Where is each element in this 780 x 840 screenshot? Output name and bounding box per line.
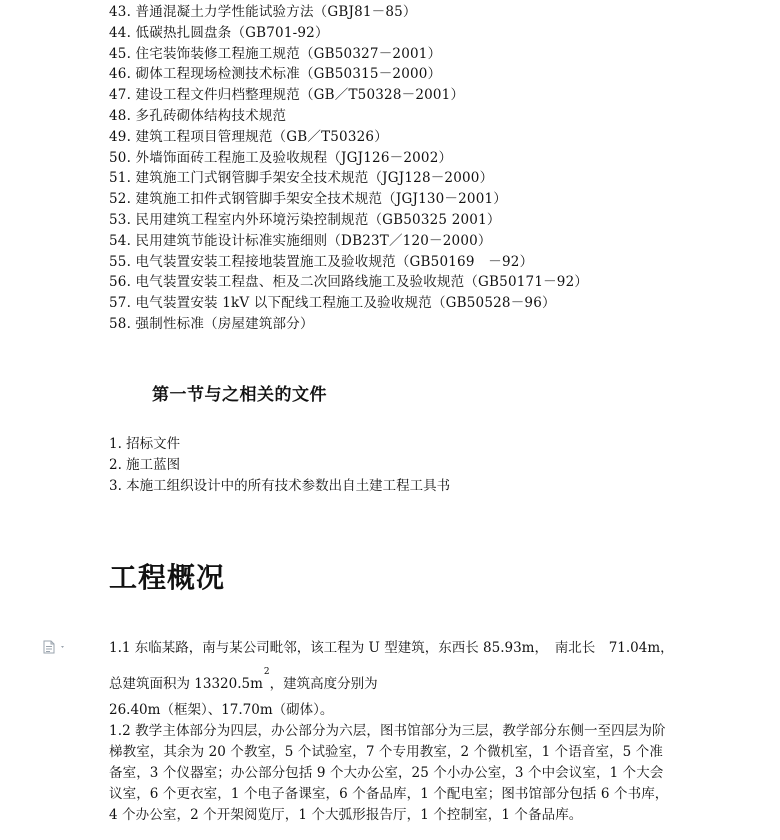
paragraph: 1.1 东临某路，南与某公司毗邻，该工程为 U 型建筑，东西长 85.93m， 南北长 71.04m， [109,640,674,656]
paragraph-text: ，建筑高度分别为 [269,676,378,692]
list-item: 58. 强制性标准（房屋建筑部分） [109,315,314,332]
paragraph [109,667,378,697]
list-item: 57. 电气装置安装 1kV 以下配线工程施工及验收规范（GB50528－96） [109,295,556,312]
paragraph-text: 总建筑面积为 13320.5m [109,676,263,692]
list-item: 56. 电气装置安装工程盘、柜及二次回路线施工及验收规范（GB50171－92） [109,274,589,291]
list-item: 45. 住宅装饰装修工程施工规范（GB50327－2001） [109,45,442,62]
document-icon[interactable] [43,640,69,654]
standards-list [109,2,588,335]
list-item: 48. 多孔砖砌体结构技术规范 [109,107,287,124]
list-item: 44. 低碳热扎圆盘条（GB701-92） [109,24,329,41]
related-docs-list [109,434,450,496]
paragraph: 26.40m（框架）、17.70m（砌体）。 [109,702,334,718]
list-item: 49. 建筑工程项目管理规范（GB／T50326） [109,128,388,145]
paragraph: 1.2 教学主体部分为四层，办公部分为六层，图书馆部分为三层，教学部分东侧一至四层为阶梯教室，其余为 20 个教室，5 个试验室，7 个专用教室，2 个微机室，1 个语音室，5 个准备室，3 个仪器室；办公部分包括 9 个大办公室，25 个小办公室，3 个中会议室，1 个大会议室，6 个更衣室，1 个电子备课室，6 个备品库，1 个配电室；图书馆部分包括 6 个书库，4 个办公室，2 个开架阅览厅，1 个大弧形报告厅，1 个控制室，1 个备品库。 [109,723,669,823]
list-item: 43. 普通混凝土力学性能试验方法（GBJ81－85） [109,4,417,20]
list-item: 3. 本施工组织设计中的所有技术参数出自土建工程工具书 [109,477,451,494]
list-item: 51. 建筑施工门式钢管脚手架安全技术规范（JGJ128－2000） [109,170,494,187]
list-item: 47. 建设工程文件归档整理规范（GB／T50328－2001） [109,87,465,104]
list-item: 46. 砌体工程现场检测技术标准（GB50315－2000） [109,66,442,83]
list-item: 52. 建筑施工扣件式钢管脚手架安全技术规范（JGJ130－2001） [109,191,507,208]
list-item: 53. 民用建筑工程室内外环境污染控制规范（GB50325 2001） [109,211,501,228]
chapter-heading: 工程概况 [109,561,226,594]
list-item: 2. 施工蓝图 [109,456,181,473]
list-item: 50. 外墙饰面砖工程施工及验收规程（JGJ126－2002） [109,149,453,166]
list-item: 54. 民用建筑节能设计标准实施细则（DB23T／120－2000） [109,232,492,249]
list-item: 55. 电气装置安装工程接地装置施工及验收规范（GB50169 －92） [109,253,534,270]
list-item: 1. 招标文件 [109,436,181,452]
section-heading: 第一节与之相关的文件 [152,385,327,405]
superscript: 2 [263,667,270,677]
